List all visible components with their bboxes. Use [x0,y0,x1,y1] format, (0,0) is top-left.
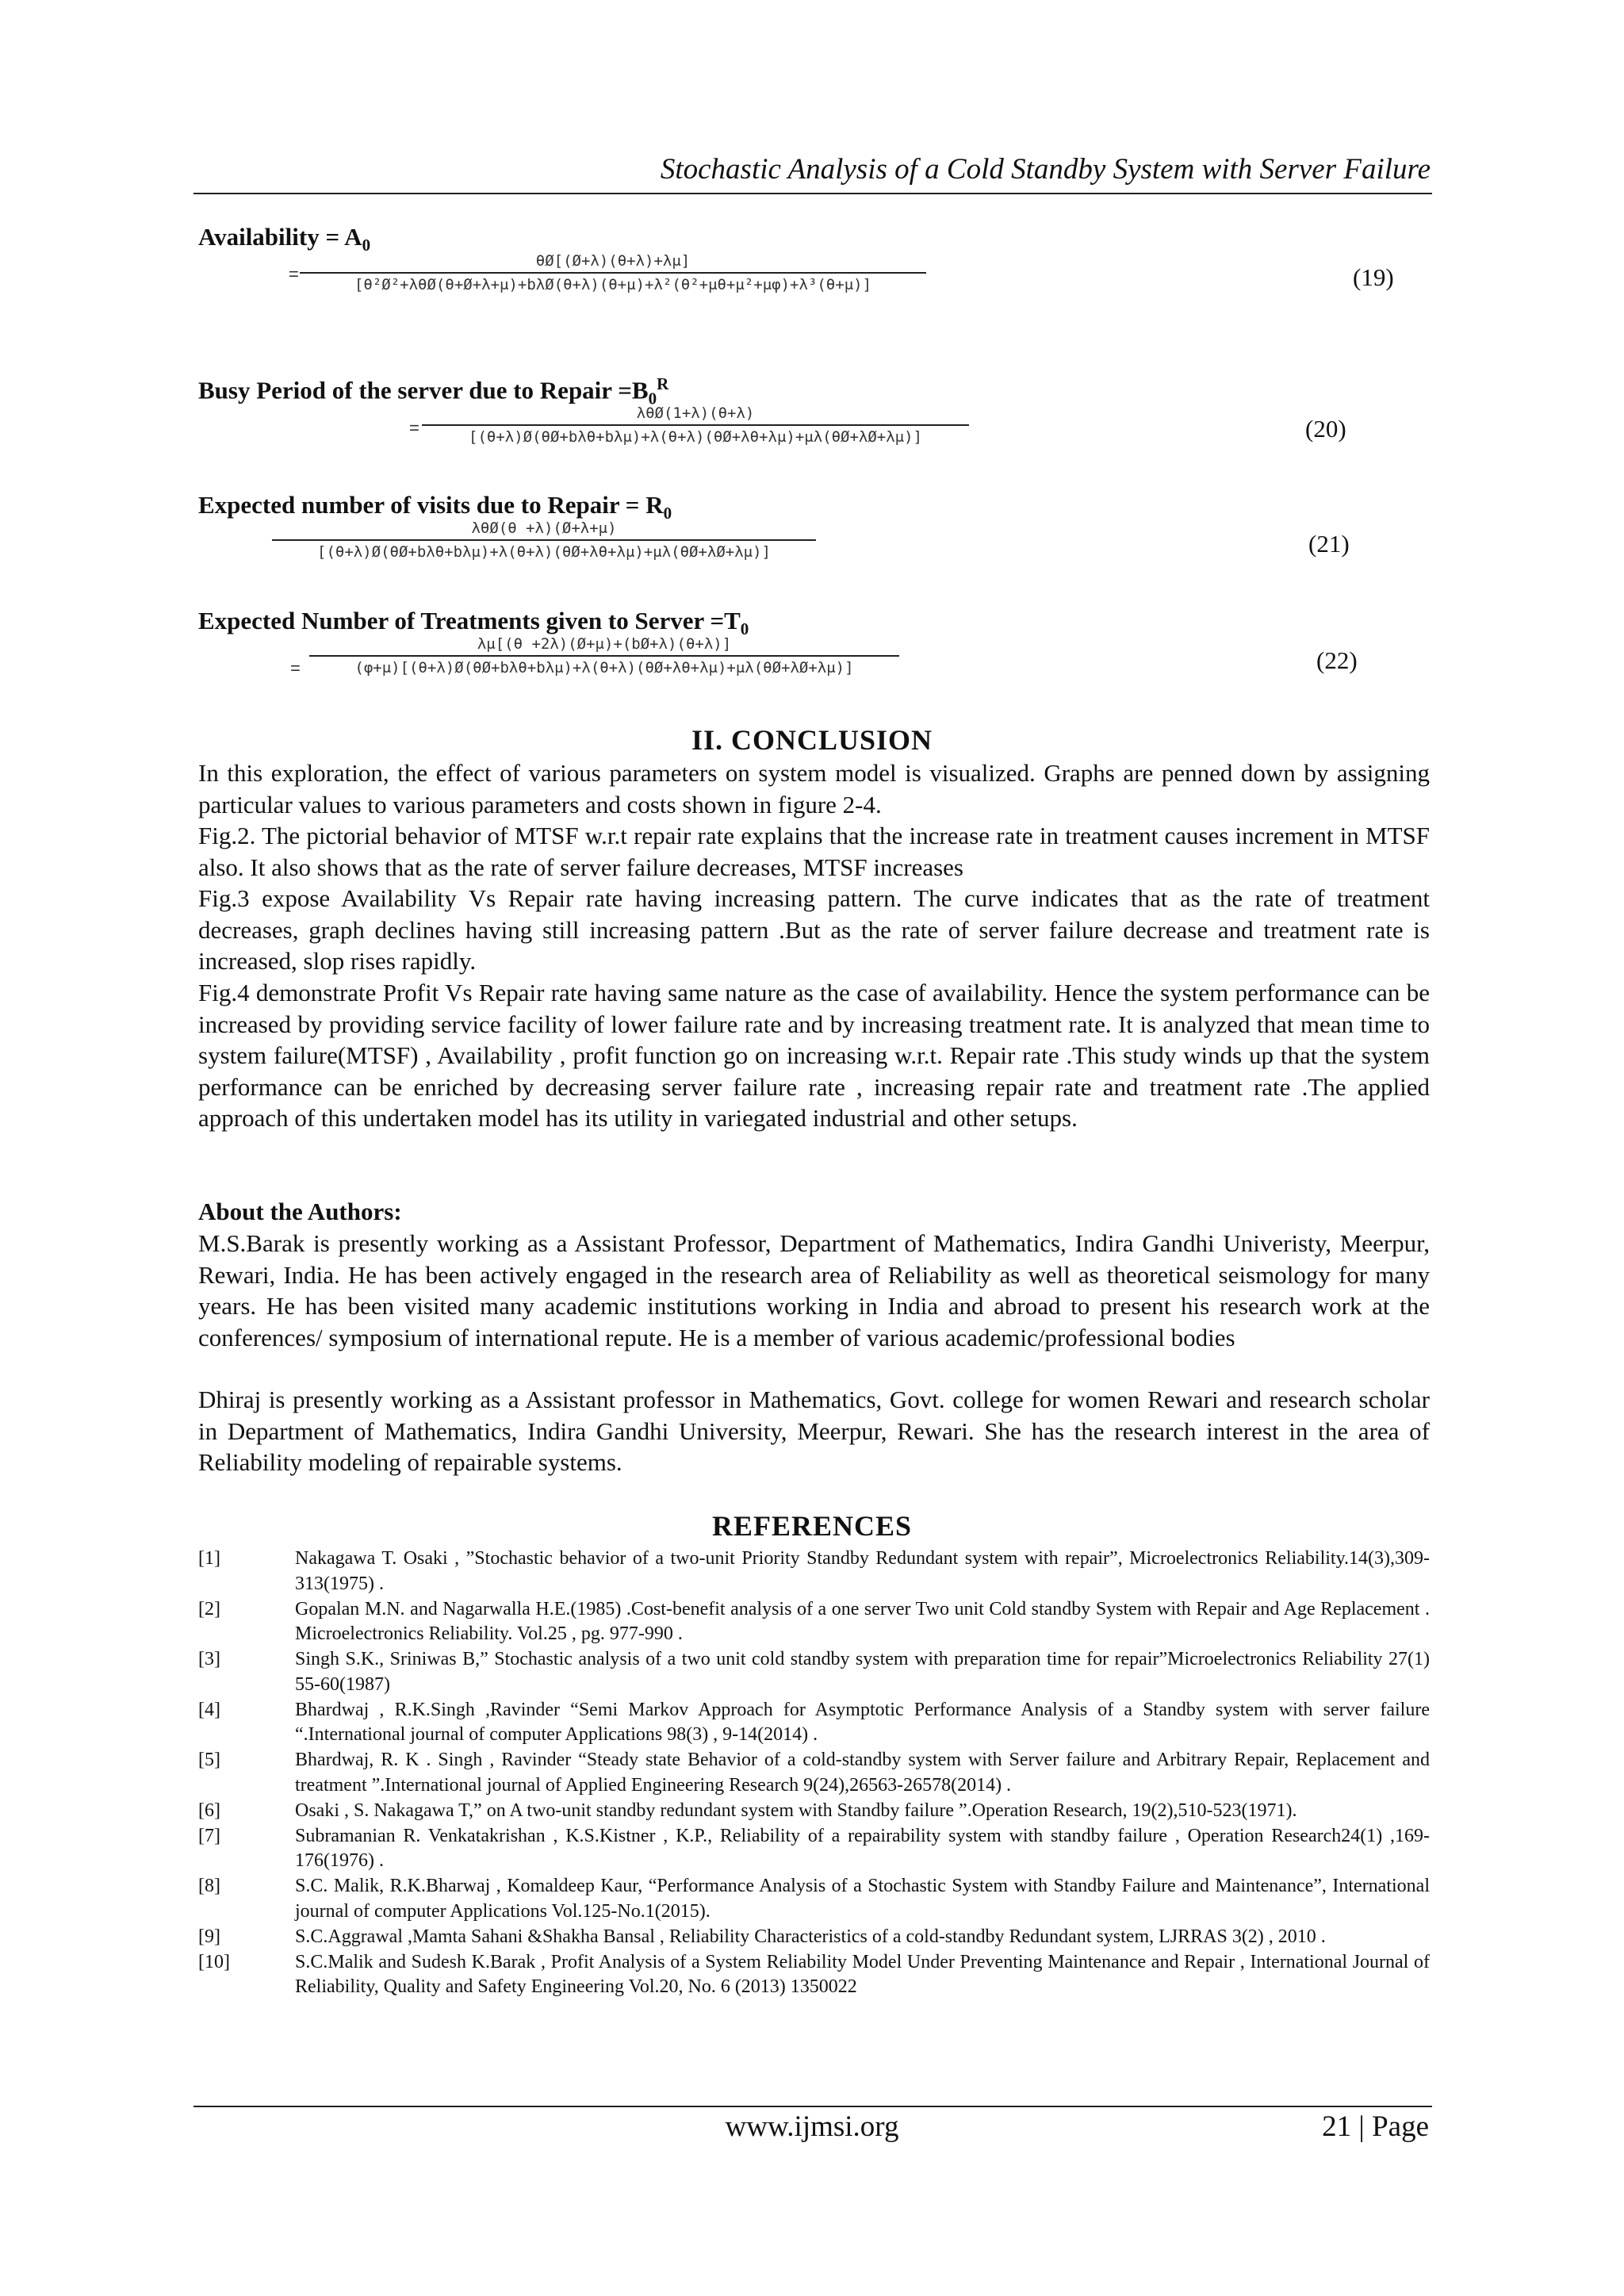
reference-text: Subramanian R. Venkatakrishan , K.S.Kistner , K.P., Reliability of a repairability system with standby failure , Operation Research24(1) ,169-176(1976) . [295,1825,1430,1871]
equals-sign: = [409,418,419,438]
fraction-denominator: (φ+μ)[(θ+λ)Ø(θØ+bλθ+bλμ)+λ(θ+λ)(θØ+λθ+λμ)+μλ(θØ+λØ+λμ)] [354,659,854,677]
formula-label-expected-treatments: Expected Number of Treatments given to Server $=T_0$ [198,607,749,639]
reference-item [198,1925,1430,1950]
reference-item [198,1647,1430,1697]
conclusion-paragraph: Fig.4 demonstrate Profit Vs Repair rate having same nature as the case of availability. Hence the system performance can be increased by providing service facility of lower failure rate and by increasing treatment rate. It is analyzed that mean time to system failure(MTSF) , Availability , profit function go on increasing w.r.t. Repair rate .This study winds up that the system performance can be enriched by decreasing server failure rate , increasing repair rate and treatment rate .The applied approach of this undertaken model has its utility in variegated industrial and other setups. [198,979,1430,1132]
reference-number: [10] [198,1951,230,1972]
reference-item [198,1597,1430,1647]
reference-number: [6] [198,1800,220,1821]
reference-text: Singh S.K., Sriniwas B,” Stochastic analysis of a two unit cold standby system with preparation time for repair”Microelectronics Reliability 27(1) 55-60(1987) [295,1649,1430,1695]
section-heading-references: REFERENCES [711,1510,913,1542]
reference-number: [4] [198,1699,220,1720]
reference-item [198,1698,1430,1748]
fraction-numerator: λμ[(θ +2λ)(Ø+μ)+(bØ+λ)(θ+λ)] [477,635,732,653]
header-rule [193,193,1432,194]
equals-sign: = [289,264,299,284]
formula-expected-treatments-fraction [309,635,899,677]
fraction-numerator: λθØ(θ +λ)(Ø+λ+μ) [471,519,617,537]
reference-text: Gopalan M.N. and Nagarwalla H.E.(1985) .Cost-benefit analysis of a one server Two unit Cold standby System with Repair and Age Replacement . Microelectronics Reliability. Vol.25 , pg. 977-990 . [295,1598,1430,1644]
reference-number: [2] [198,1598,220,1619]
reference-number: [1] [198,1548,220,1569]
reference-text: S.C. Malik, R.K.Bharwaj , Komaldeep Kaur, “Performance Analysis of a Stochastic System with Standby Failure and Maintenance”, International journal of computer Applications Vol.125-No.1(2015). [295,1876,1430,1922]
reference-number: [9] [198,1926,220,1947]
equation-number: (21) [1308,530,1350,558]
reference-number: [8] [198,1876,220,1896]
formula-availability-fraction [300,252,926,293]
equation-number: (22) [1316,646,1358,674]
conclusion-paragraph: Fig.3 expose Availability Vs Repair rate having increasing pattern. The curve indicates that as the rate of treatment decreases, graph declines having still increasing pattern .But as the rate of server failure decrease and treatment rate is increased, slop rises rapidly. [198,884,1430,975]
equation-number: (19) [1353,263,1394,291]
footer-url: www.ijmsi.org [725,2110,899,2143]
formula-expected-visits-fraction [272,519,816,561]
reference-text: Nakagawa T. Osaki , ”Stochastic behavior of a two-unit Priority Standby Redundant system with repair”, Microelectronics Reliability.14(3),309-313(1975) . [295,1548,1430,1594]
fraction-numerator: θØ[(Ø+λ)(θ+λ)+λμ] [535,252,691,270]
conclusion-paragraph: In this exploration, the effect of various parameters on system model is visualized. Graphs are penned down by assigning particular values to various parameters and costs shown in figure 2-4. [198,759,1430,818]
section-heading-conclusion: II. CONCLUSION [691,724,933,756]
fraction-denominator: [(θ+λ)Ø(θØ+bλθ+bλμ)+λ(θ+λ)(θØ+λθ+λμ)+μλ(θØ+λØ+λμ)] [317,543,771,561]
formula-busy-period-fraction [422,404,969,446]
equation-number: (20) [1305,415,1346,443]
fraction-numerator: λθØ(1+λ)(θ+λ) [636,404,755,422]
footer-rule [193,2106,1432,2107]
formula-label-expected-visits: Expected number of visits due to Repair = $R_0$ [198,491,672,523]
authors-heading: About the Authors: [198,1198,402,1225]
reference-text: S.C.Malik and Sudesh K.Barak , Profit Analysis of a System Reliability Model Under Preventing Maintenance and Repair , International Journal of Reliability, Quality and Safety Engineering Vol.20, No. 6 (2013) 1350022 [295,1951,1430,1997]
equals-sign: = [290,658,301,678]
page-number: 21 | Page [1322,2110,1429,2143]
formula-label-availability: Availability = $A_0$ [198,223,371,255]
fraction-denominator: [θ²Ø²+λθØ(θ+Ø+λ+μ)+bλØ(θ+λ)(θ+μ)+λ²(θ²+μθ+μ²+μφ)+λ³(θ+μ)] [354,276,872,293]
conclusion-paragraph: Fig.2. The pictorial behavior of MTSF w.r.t repair rate explains that the increase rate in treatment causes increment in MTSF also. It also shows that as the rate of server failure decreases, MTSF increases [198,822,1430,881]
formula-label-busy-period: Busy Period of the server due to Repair $=B_0^R$ [198,374,669,408]
reference-text: Osaki , S. Nakagawa T,” on A two-unit standby redundant system with Standby failure ”.Operation Research, 19(2),510-523(1971). [295,1800,1297,1821]
reference-item [198,1950,1430,2000]
reference-item [198,1748,1430,1798]
reference-list [198,1547,1430,2000]
reference-text: Bhardwaj , R.K.Singh ,Ravinder “Semi Markov Approach for Asymptotic Performance Analysis of a Standby system with server failure “.International journal of computer Applications 98(3) , 9-14(2014) . [295,1699,1430,1745]
author-bio: Dhiraj is presently working as a Assistant professor in Mathematics, Govt. college for women Rewari and research scholar in Department of Mathematics, Indira Gandhi University, Meerpur, Rewari. She has the research interest in the area of Reliability modeling of repairable systems. [198,1386,1430,1476]
reference-item [198,1824,1430,1874]
running-header-title: Stochastic Analysis of a Cold Standby System with Server Failure [660,153,1431,186]
author-bio: M.S.Barak is presently working as a Assistant Professor, Department of Mathematics, Indira Gandhi Univeristy, Meerpur, Rewari, India. He has been actively engaged in the research area of Reliability as well as theoretical seismology for many years. He has been visited many academic institutions working in India and abroad to present his research work at the conferences/ symposium of international repute. He is a member of various academic/professional bodies [198,1229,1430,1351]
reference-text: S.C.Aggrawal ,Mamta Sahani &Shakha Bansal , Reliability Characteristics of a cold-standby Redundant system, LJRRAS 3(2) , 2010 . [295,1926,1326,1947]
reference-number: [7] [198,1825,220,1846]
reference-number: [3] [198,1649,220,1669]
reference-text: Bhardwaj, R. K . Singh , Ravinder “Steady state Behavior of a cold-standby system with Server failure and Arbitrary Repair, Replacement and treatment ”.International journal of Applied Engineering Research 9(24),26563-26578(2014) . [295,1750,1430,1796]
reference-number: [5] [198,1750,220,1770]
reference-item [198,1799,1430,1824]
reference-item [198,1874,1430,1924]
reference-item [198,1547,1430,1596]
fraction-denominator: [(θ+λ)Ø(θØ+bλθ+bλμ)+λ(θ+λ)(θØ+λθ+λμ)+μλ(θØ+λØ+λμ)] [469,428,922,446]
